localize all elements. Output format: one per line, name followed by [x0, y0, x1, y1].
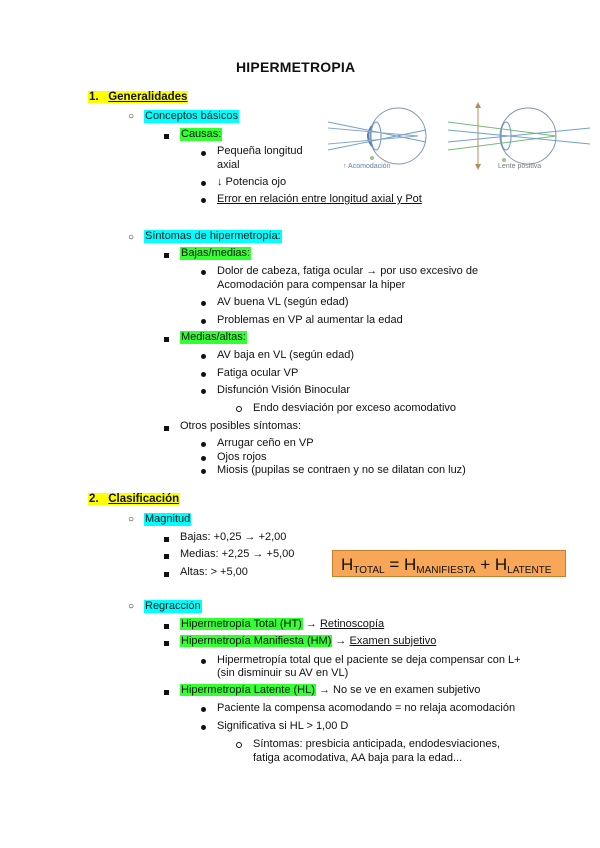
otros-label: Otros posibles síntomas:: [180, 420, 302, 432]
bajas-item: AV buena VL (según edad): [217, 296, 349, 308]
dot-bullet-icon: [201, 659, 206, 664]
dot-bullet-icon: [201, 442, 206, 447]
formula-eq: = H: [384, 555, 417, 574]
altas-item: Fatiga ocular VP: [217, 367, 299, 379]
formula-box: [332, 550, 566, 577]
page-title: HIPERMETROPIA: [236, 59, 356, 75]
formula-sub-manifiesta: MANIFIESTA: [416, 565, 476, 576]
dot-bullet-icon: [201, 389, 206, 394]
causa-item: Error en relación entre longitud axial y Pot: [217, 193, 422, 205]
hollow-bullet-icon: [236, 406, 242, 412]
magnitud-item: Altas: > +5,00: [180, 566, 248, 578]
formula-sub-total: TOTAL: [353, 565, 385, 576]
bajas-label: Bajas/medias:: [181, 247, 251, 259]
otros-item: Miosis (pupilas se contraen y no se dilatan con luz): [217, 464, 466, 476]
square-bullet-icon: [164, 537, 169, 542]
hollow-bullet-icon: ○: [128, 601, 135, 612]
section-2-title: Clasificación: [108, 493, 180, 505]
bajas-item: Dolor de cabeza, fatiga ocular → por uso excesivo de: [217, 265, 479, 277]
hm-value: Examen subjetivo: [349, 635, 437, 647]
dot-bullet-icon: [201, 372, 206, 377]
hm-desc: Hipermetropía total que el paciente se deja compensar con L+: [217, 654, 521, 666]
square-bullet-icon: [164, 641, 169, 646]
square-bullet-icon: [164, 690, 169, 695]
formula-plus: + H: [475, 555, 508, 574]
square-bullet-icon: [164, 253, 169, 258]
causa-item-cont: axial: [217, 159, 240, 171]
hl-subitem-cont: fatiga acomodativa, AA baja para la edad...: [253, 752, 463, 764]
causa-item: ↓ Potencia ojo: [217, 176, 287, 188]
hollow-bullet-icon: [236, 742, 242, 748]
square-bullet-icon: [164, 624, 169, 629]
dot-bullet-icon: [201, 270, 206, 275]
otros-item: Arrugar ceño en VP: [217, 437, 314, 449]
ht-value: Retinoscopía: [319, 618, 385, 630]
hl-item: Significativa si HL > 1,00 D: [217, 720, 349, 732]
hl-item: Paciente la compensa acomodando = no relaja acomodación: [217, 702, 516, 714]
square-bullet-icon: [164, 572, 169, 577]
dot-bullet-icon: [201, 319, 206, 324]
square-bullet-icon: [164, 134, 169, 139]
dot-bullet-icon: [201, 707, 206, 712]
magnitud-item: Bajas: +0,25 → +2,00: [180, 531, 287, 543]
altas-subitem: Endo desviación por exceso acomodativo: [253, 402, 457, 414]
otros-item: Ojos rojos: [217, 451, 267, 463]
section-2-number: 2.: [89, 493, 99, 505]
figure-caption-left: ↑ Acomodación: [343, 163, 391, 170]
section-2-heading: [88, 493, 180, 505]
dot-bullet-icon: [201, 725, 206, 730]
hl-label: Hipermetropía Latente (HL): [181, 684, 315, 696]
dot-bullet-icon: [201, 354, 206, 359]
section-1-heading: [88, 91, 188, 103]
ht-label: Hipermetropía Total (HT): [181, 618, 302, 630]
hollow-bullet-icon: ○: [128, 111, 135, 122]
hl-subitem: Síntomas: presbicia anticipada, endodesviaciones,: [253, 738, 501, 750]
hm-label: Hipermetropía Manifiesta (HM): [181, 635, 332, 647]
formula-h: H: [341, 555, 354, 574]
hm-desc-cont: (sin disminuir su AV en VL): [217, 667, 349, 679]
hollow-bullet-icon: ○: [128, 514, 135, 525]
hl-line: [180, 684, 480, 697]
causa-item: Pequeña longitud: [217, 145, 303, 157]
dot-bullet-icon: [201, 198, 206, 203]
altas-item: Disfunción Visión Binocular: [217, 384, 351, 396]
dot-bullet-icon: [201, 181, 206, 186]
altas-label: Medias/altas:: [181, 331, 246, 343]
square-bullet-icon: [164, 554, 169, 559]
magnitud-label: Magnitud: [145, 513, 191, 525]
dot-bullet-icon: [201, 456, 206, 461]
magnitud-item: Medias: +2,25 → +5,00: [180, 548, 295, 560]
section-1-number: 1.: [89, 91, 99, 103]
conceptos-label: Conceptos básicos: [145, 110, 238, 122]
square-bullet-icon: [164, 426, 169, 431]
figure-caption-right: Lente positiva: [498, 163, 542, 170]
bajas-item-cont: Acomodación para compensar la hiper: [217, 279, 406, 291]
ht-line: [180, 618, 384, 631]
ht-arrow: →: [302, 618, 320, 630]
altas-item: AV baja en VL (según edad): [217, 349, 354, 361]
hollow-bullet-icon: ○: [128, 232, 135, 243]
dot-bullet-icon: [201, 301, 206, 306]
dot-bullet-icon: [201, 151, 206, 156]
square-bullet-icon: [164, 337, 169, 342]
dot-bullet-icon: [201, 469, 206, 474]
formula-sub-latente: LATENTE: [507, 565, 552, 576]
hm-arrow: →: [332, 635, 350, 647]
section-1-title: Generalidades: [108, 91, 188, 103]
sintomas-label: Síntomas de hipermetropía:: [145, 230, 281, 242]
hl-rest: → No se ve en examen subjetivo: [315, 684, 481, 696]
hm-line: [180, 635, 436, 648]
regraccion-label: Regracción: [145, 600, 201, 612]
causas-label: Causas:: [181, 128, 222, 140]
bajas-item: Problemas en VP al aumentar la edad: [217, 314, 403, 326]
